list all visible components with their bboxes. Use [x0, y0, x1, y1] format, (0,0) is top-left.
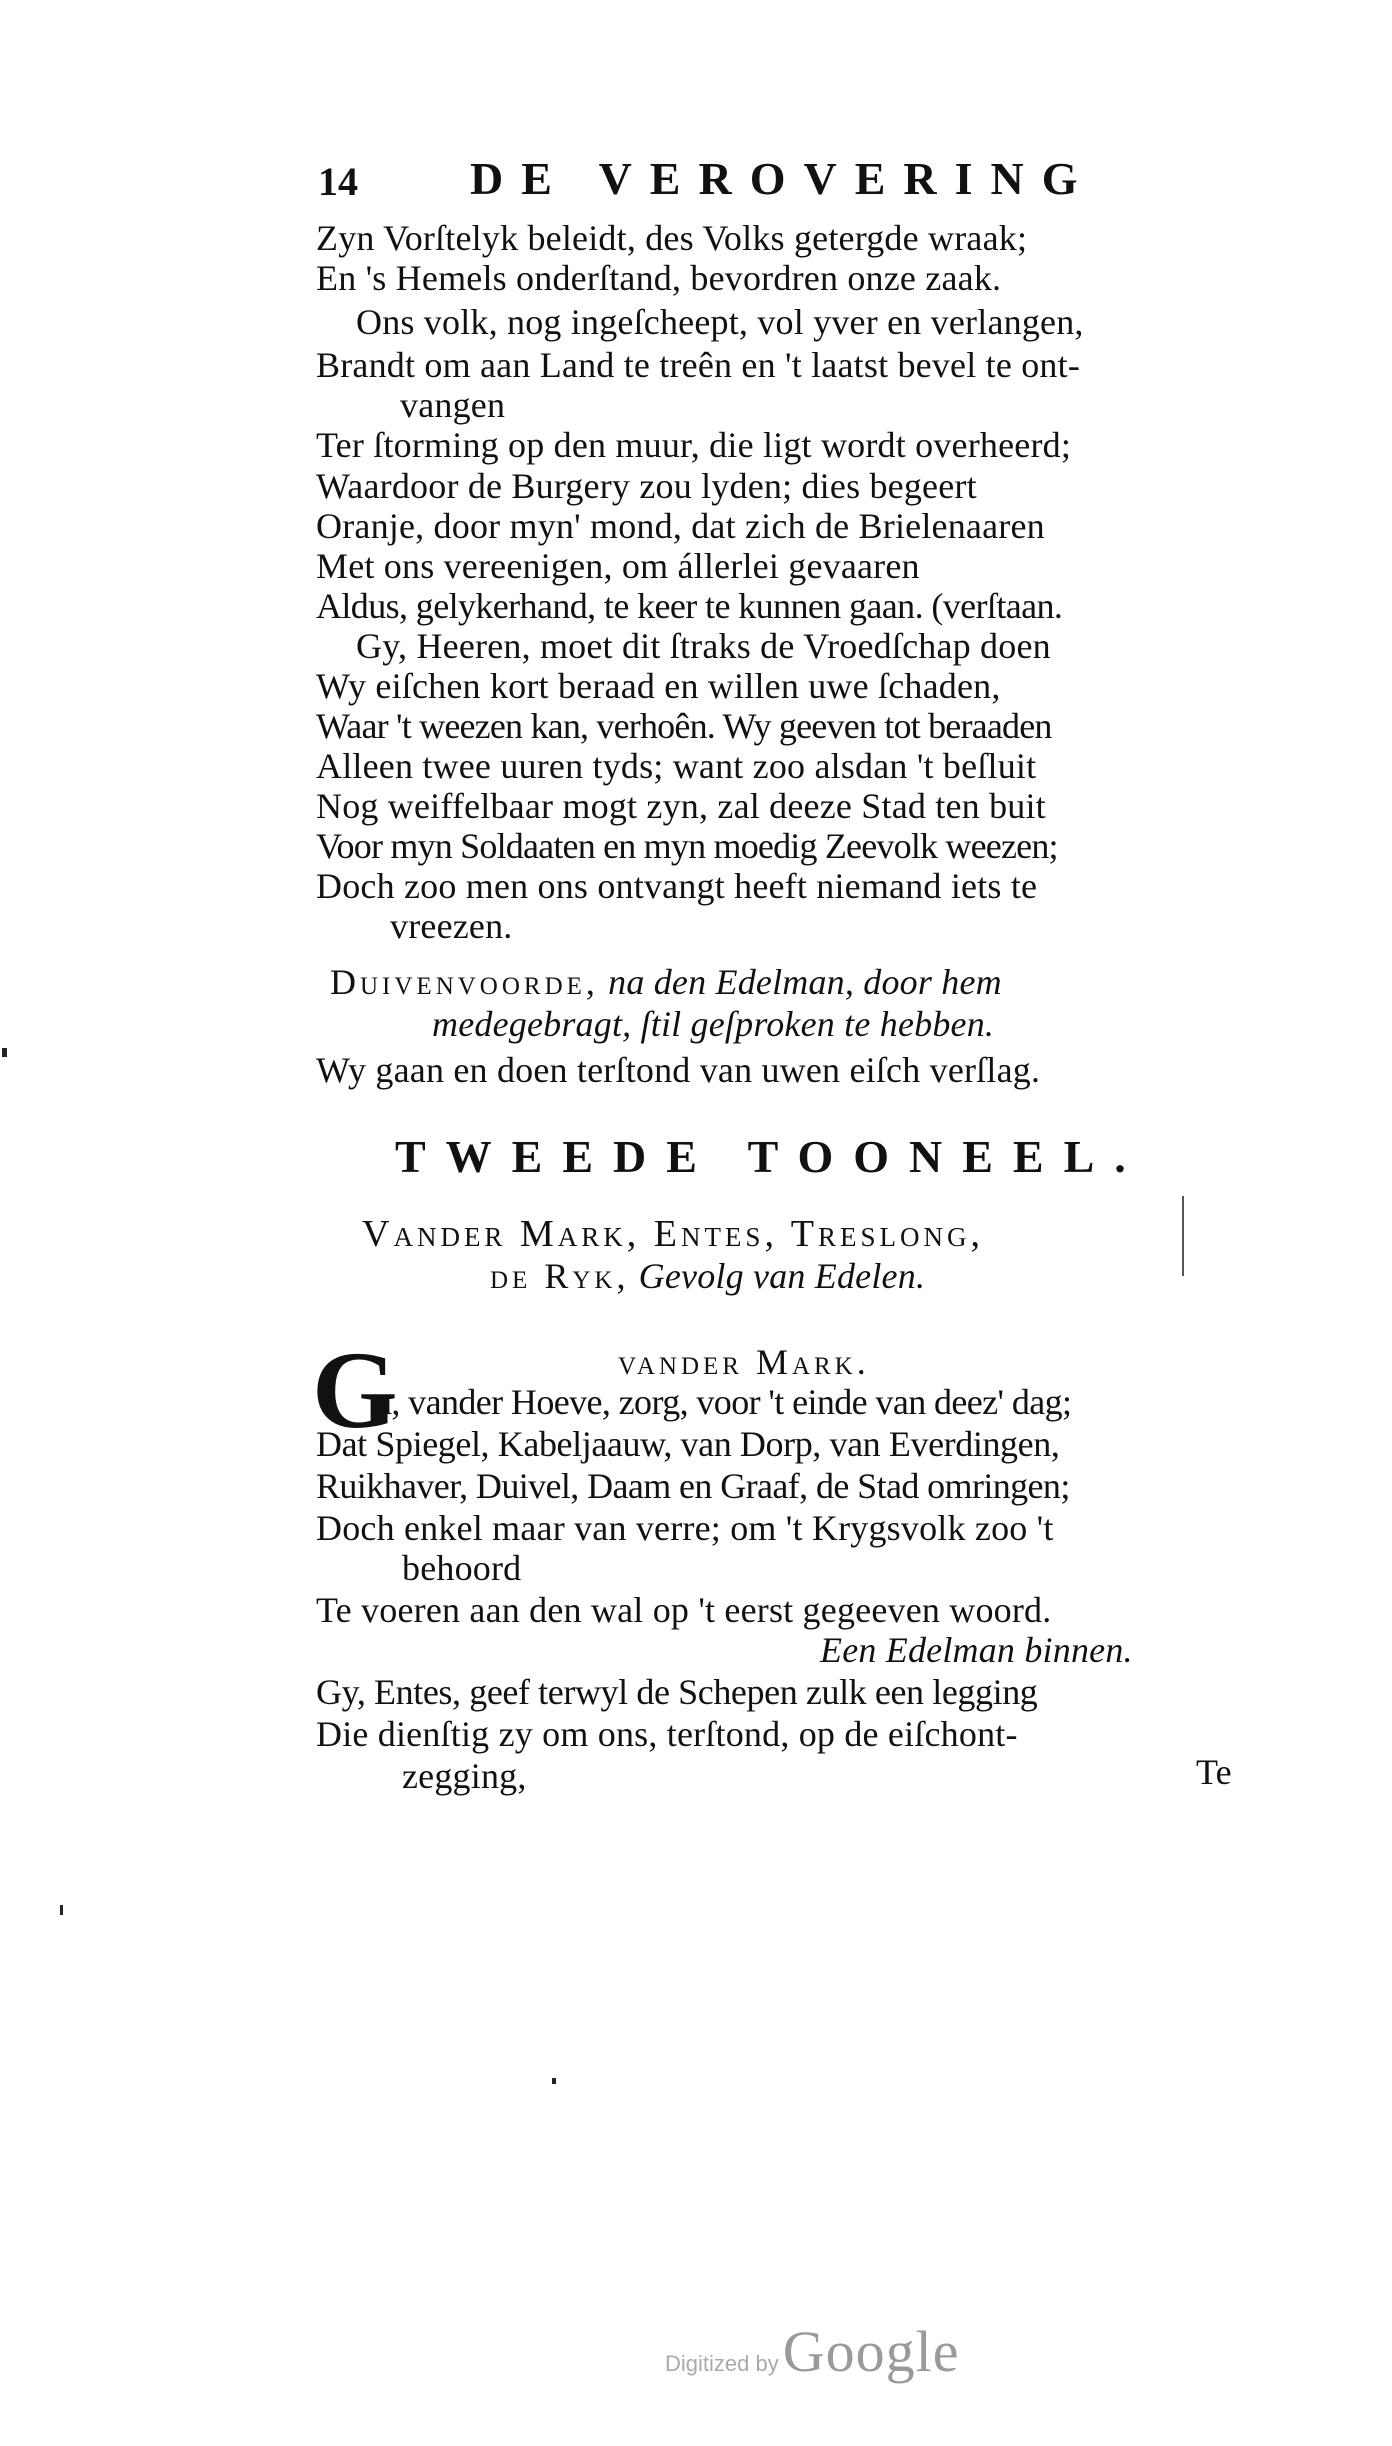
verse-line: vangen: [400, 385, 506, 425]
verse-line: Te voeren aan den wal op 't eerst gegeeven woord.: [316, 1590, 1052, 1630]
scan-speck: [1182, 1196, 1184, 1276]
verse-line: Nog weiffelbaar mogt zyn, zal deeze Stad ten buit: [316, 786, 1046, 826]
cast-followers: Gevolg van Edelen.: [638, 1256, 926, 1296]
scan-speck: [60, 1905, 63, 1915]
verse-line: Voor myn Soldaaten en myn moedig Zeevolk weezen;: [316, 826, 1058, 866]
digitized-watermark: [665, 2318, 959, 2385]
scan-speck: [552, 2078, 556, 2084]
speaker-name: vander Mark.: [618, 1342, 870, 1382]
stage-direction-text: na den Edelman, door hem: [608, 962, 1002, 1002]
catchword: Te: [1196, 1752, 1232, 1792]
verse-line: Ons volk, nog ingeſcheept, vol yver en verlangen,: [356, 302, 1084, 342]
google-logo: Google: [782, 2319, 960, 2384]
verse-line: En 's Hemels onderſtand, bevordren onze zaak.: [316, 258, 1002, 298]
cast-name: de Ryk,: [490, 1256, 630, 1296]
verse-line: a, vander Hoeve, zorg, voor 't einde van deez' dag;: [376, 1382, 1072, 1422]
drop-cap: G: [312, 1329, 398, 1451]
verse-line: Doch enkel maar van verre; om 't Krygsvolk zoo 't: [316, 1508, 1054, 1548]
running-title: DE VEROVERING: [470, 153, 1096, 204]
verse-line: Alleen twee uuren tyds; want zoo alsdan 't beſluit: [316, 746, 1037, 786]
page-number: 14: [318, 159, 358, 204]
verse-line: Aldus, gelykerhand, te keer te kunnen gaan. (verſtaan.: [316, 586, 1063, 626]
scan-speck: [2, 1048, 7, 1057]
stage-direction-text: Een Edelman binnen.: [820, 1630, 1133, 1670]
verse-line: Gy, Entes, geef terwyl de Schepen zulk een legging: [316, 1672, 1038, 1712]
scene-title: TWEEDE TOONEEL.: [395, 1131, 1146, 1182]
cast-list: Vander Mark, Entes, Treslong,: [362, 1213, 984, 1255]
verse-line: vreezen.: [390, 906, 513, 946]
verse-line: Gy, Heeren, moet dit ſtraks de Vroedſchap doen: [356, 626, 1051, 666]
stage-direction-text: medegebragt, ſtil geſproken te hebben.: [432, 1004, 995, 1044]
speaker-name: Duivenvoorde,: [330, 962, 599, 1002]
verse-line: behoord: [402, 1548, 522, 1588]
stage-direction: [330, 962, 1002, 1002]
verse-line: Wy eiſchen kort beraad en willen uwe ſchaden,: [316, 666, 1001, 706]
verse-line: Brandt om aan Land te treên en 't laatst bevel te ont-: [316, 345, 1081, 385]
verse-line: Dat Spiegel, Kabeljaauw, van Dorp, van Everdingen,: [316, 1424, 1060, 1464]
verse-line: Die dienſtig zy om ons, terſtond, op de eiſchont-: [316, 1714, 1018, 1754]
verse-line: Waardoor de Burgery zou lyden; dies begeert: [316, 466, 977, 506]
verse-line: Ter ſtorming op den muur, die ligt wordt overheerd;: [316, 425, 1072, 465]
digitized-label: Digitized by: [665, 2351, 779, 2376]
verse-line: Waar 't weezen kan, verhoên. Wy geeven tot beraaden: [316, 706, 1052, 746]
verse-line: Met ons vereenigen, om állerlei gevaaren: [316, 546, 920, 586]
verse-line: Wy gaan en doen terſtond van uwen eiſch verſlag.: [316, 1050, 1041, 1090]
verse-line: Doch zoo men ons ontvangt heeft niemand iets te: [316, 866, 1038, 906]
verse-line: Oranje, door myn' mond, dat zich de Brielenaaren: [316, 506, 1045, 546]
verse-line: zegging,: [402, 1756, 527, 1796]
verse-line: Ruikhaver, Duivel, Daam en Graaf, de Stad omringen;: [316, 1466, 1070, 1506]
cast-list: [490, 1256, 925, 1296]
verse-line: Zyn Vorſtelyk beleidt, des Volks getergde wraak;: [316, 218, 1028, 258]
